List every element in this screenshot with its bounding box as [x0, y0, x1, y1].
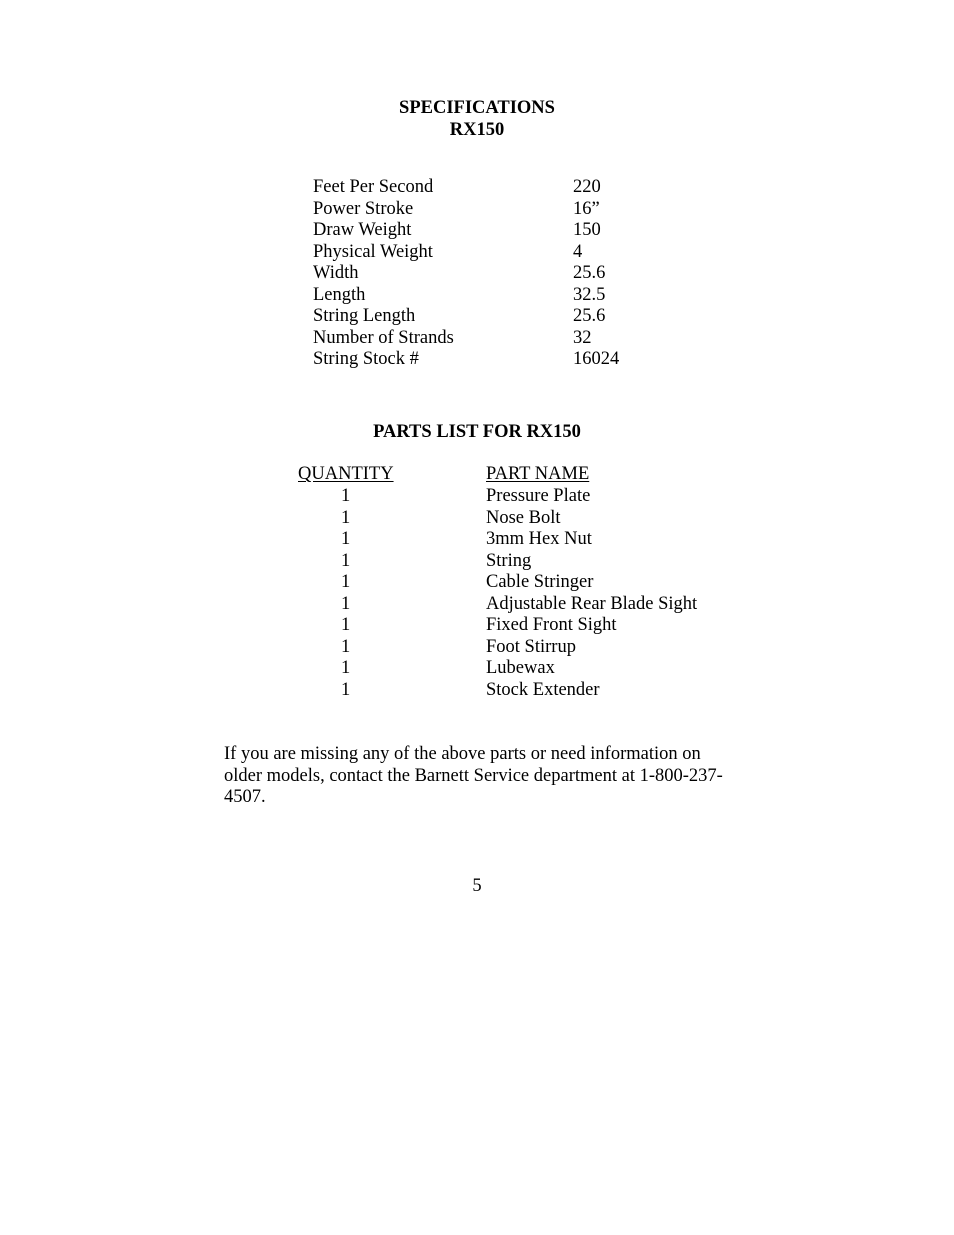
- part-name: Lubewax: [486, 658, 555, 678]
- part-name: String: [486, 550, 532, 571]
- part-quantity: 1: [341, 636, 351, 657]
- table-row: [0, 637, 954, 659]
- spec-value: 150: [573, 220, 601, 240]
- spec-value: 4: [573, 241, 583, 262]
- spec-label: Length: [313, 284, 366, 305]
- table-row: [0, 572, 954, 594]
- spec-label: Number of Strands: [313, 327, 454, 348]
- table-row: [0, 508, 954, 530]
- part-quantity: 1: [341, 615, 351, 635]
- note-line: older models, contact the Barnett Service department at 1-800-237-: [224, 765, 723, 786]
- part-name: Nose Bolt: [486, 507, 561, 528]
- spec-value: 25.6: [573, 306, 606, 326]
- spec-label: Power Stroke: [313, 198, 414, 219]
- part-quantity: 1: [341, 529, 351, 549]
- part-name: Pressure Plate: [486, 486, 591, 506]
- page-number: 5: [472, 876, 482, 896]
- spec-value: 25.6: [573, 263, 606, 283]
- table-row: [0, 486, 954, 508]
- part-name: Cable Stringer: [486, 572, 594, 592]
- specifications-title: SPECIFICATIONS: [399, 98, 555, 118]
- note-line: 4507.: [224, 787, 266, 807]
- table-row: [0, 615, 954, 637]
- table-row: [0, 551, 954, 573]
- part-name-column-header: PART NAME: [486, 464, 590, 484]
- model-title: RX150: [449, 120, 505, 140]
- spec-label: Physical Weight: [313, 241, 433, 262]
- quantity-column-header: QUANTITY: [298, 464, 394, 484]
- part-quantity: 1: [341, 572, 351, 592]
- spec-label: Feet Per Second: [313, 177, 434, 197]
- table-row: [0, 658, 954, 680]
- part-quantity: 1: [341, 507, 351, 528]
- table-row: [0, 529, 954, 551]
- part-quantity: 1: [341, 679, 351, 700]
- spec-value: 32: [573, 327, 592, 348]
- part-quantity: 1: [341, 593, 351, 614]
- spec-label: Width: [313, 263, 359, 283]
- spec-label: String Stock #: [313, 349, 419, 369]
- spec-value: 220: [573, 177, 601, 197]
- part-name: Fixed Front Sight: [486, 615, 617, 635]
- part-name: 3mm Hex Nut: [486, 529, 592, 549]
- note-line: If you are missing any of the above parts or need information on: [224, 744, 701, 764]
- spec-value: 32.5: [573, 284, 606, 305]
- parts-list-title: PARTS LIST FOR RX150: [373, 422, 581, 442]
- spec-label: Draw Weight: [313, 220, 412, 240]
- part-quantity: 1: [341, 486, 351, 506]
- contact-note: [224, 744, 739, 809]
- part-name: Adjustable Rear Blade Sight: [486, 593, 698, 614]
- part-quantity: 1: [341, 550, 351, 571]
- spec-label: String Length: [313, 306, 416, 326]
- table-row: [0, 680, 954, 702]
- table-row: [0, 594, 954, 616]
- part-name: Stock Extender: [486, 679, 600, 700]
- part-name: Foot Stirrup: [486, 636, 576, 657]
- part-quantity: 1: [341, 658, 351, 678]
- spec-value: 16024: [573, 349, 620, 369]
- spec-value: 16”: [573, 198, 600, 219]
